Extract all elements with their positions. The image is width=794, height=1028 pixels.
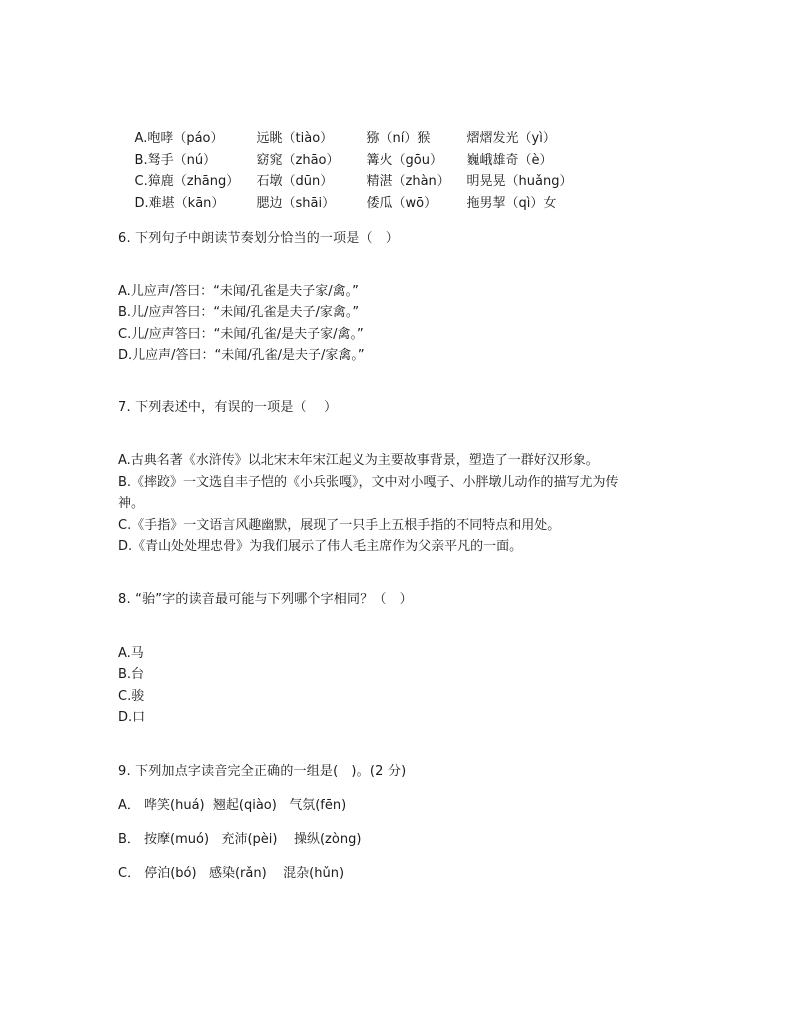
q5-b-1: B.驽手（nú）: [134, 153, 217, 168]
q5-d-3: 倭瓜（wō）: [366, 196, 438, 211]
q5-d-4: 拖男挈（qì）女: [466, 196, 557, 211]
q6-option-c: C.儿/应声答曰：“未闻/孔雀/是夫子家/禽。”: [118, 327, 364, 342]
q8-option-d: D.口: [118, 710, 146, 725]
q5-c-2: 石墩（dūn）: [256, 174, 334, 189]
q9-option-a: A． 哗笑(huá) 翘起(qiào) 气氛(fēn): [118, 798, 347, 813]
q8-option-c: C.骏: [118, 689, 145, 704]
q5-a-1: A.咆哮（páo）: [134, 131, 224, 146]
q7-option-b-cont: 神。: [118, 496, 145, 511]
q8-option-a: A.马: [118, 646, 144, 661]
q6-question: 6. 下列句子中朗读节奏划分恰当的一项是（ ）: [118, 231, 399, 246]
q5-option-d: [118, 177, 556, 231]
q5-d-2: 腮边（shāi）: [256, 196, 336, 211]
q9-option-c: C． 停泊(bó) 感染(rǎn) 混杂(hǔn): [118, 866, 345, 881]
q5-c-3: 精湛（zhàn）: [366, 174, 450, 189]
q5-c-4: 明晃晃（huǎng）: [466, 174, 573, 189]
q7-option-d: D.《青山处处埋忠骨》为我们展示了伟人毛主席作为父亲平凡的一面。: [118, 539, 523, 554]
q7-option-c: C.《手指》一文语言风趣幽默，展现了一只手上五根手指的不同特点和用处。: [118, 518, 561, 533]
q5-a-4: 熠熠发光（yì）: [466, 131, 556, 146]
q7-option-a: A.古典名著《水浒传》以北宋末年宋江起义为主要故事背景，塑造了一群好汉形象。: [118, 453, 599, 468]
q8-question: 8. “骀”字的读音最可能与下列哪个字相同？（ ）: [118, 592, 413, 607]
q5-d-1: D.难堪（kān）: [134, 196, 225, 211]
q6-option-a: A.儿应声/答曰：“未闻/孔雀是夫子家/禽。”: [118, 284, 359, 299]
q5-c-1: C.獐鹿（zhāng）: [134, 174, 240, 189]
q8-option-b: B.台: [118, 667, 145, 682]
q9-question: 9. 下列加点字读音完全正确的一组是( )。(2 分): [118, 764, 407, 779]
q5-b-2: 窈窕（zhāo）: [256, 153, 340, 168]
q9-option-b: B． 按摩(muó) 充沛(pèi) 操纵(zòng): [118, 832, 362, 847]
q5-a-2: 远眺（tiào）: [256, 131, 334, 146]
q6-option-d: D.儿应声/答曰：“未闻/孔雀/是夫子/家禽。”: [118, 348, 365, 363]
q5-b-3: 篝火（gōu）: [366, 153, 443, 168]
q7-option-b: B.《摔跤》一文选自丰子恺的《小兵张嘎》，文中对小嘎子、小胖墩儿动作的描写尤为传: [118, 475, 619, 490]
q6-option-b: B.儿/应声答曰：“未闻/孔雀是夫子/家禽。”: [118, 305, 360, 320]
q5-a-3: 猕（ní）猴: [366, 131, 431, 146]
q7-question: 7. 下列表述中，有误的一项是（ ）: [118, 400, 338, 415]
q5-b-4: 巍峨雄奇（è）: [466, 153, 553, 168]
